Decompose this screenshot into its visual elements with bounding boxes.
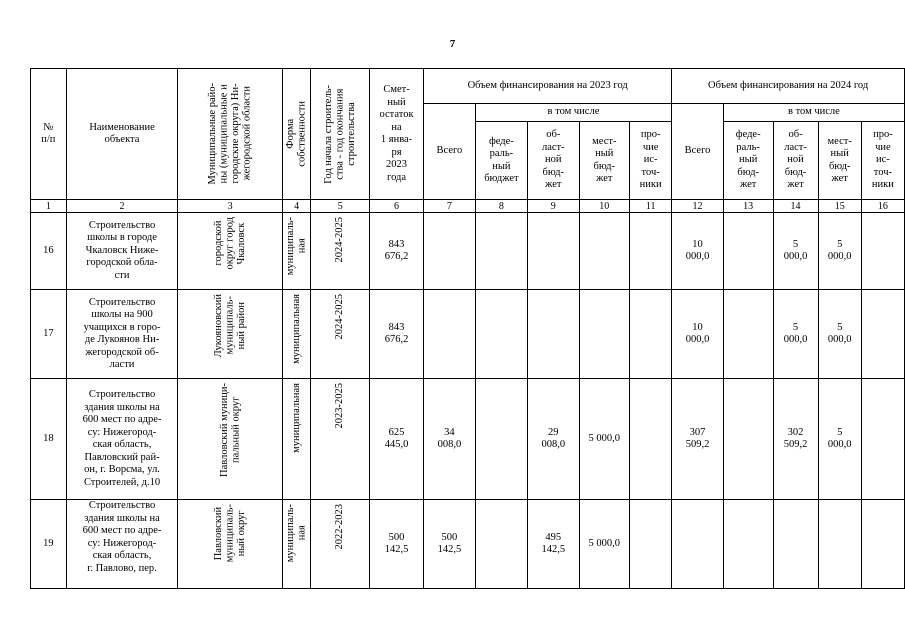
value-y2023-total	[424, 290, 476, 379]
column-number: 13	[723, 200, 773, 213]
table-row	[31, 290, 905, 379]
value-y2024-federal	[723, 290, 773, 379]
construction-period	[311, 213, 370, 290]
object-name: Строительство здания школы на 600 мест по адре- су: Нижегород- ская область, г. Павлово, пер.	[66, 500, 178, 589]
header-other-2023: про- чие ис- точ- ники	[630, 122, 672, 200]
header-name: Наименование объекта	[66, 69, 178, 200]
value-y2023-regional: 495 142,5	[528, 500, 579, 589]
construction-period-text: 2022-2023	[334, 504, 346, 550]
value-y2024-regional: 5 000,0	[773, 213, 818, 290]
value-y2023-other	[630, 290, 672, 379]
header-row	[31, 69, 905, 104]
value-y2024-other	[861, 500, 904, 589]
ownership-text: муниципальная	[290, 294, 302, 364]
construction-period	[311, 379, 370, 500]
row-number: 16	[31, 213, 67, 290]
value-y2024-local: 5 000,0	[818, 379, 861, 500]
column-number: 5	[311, 200, 370, 213]
header-federal-2023: феде- раль- ный бюджет	[475, 122, 527, 200]
municipality	[178, 379, 283, 500]
ownership	[282, 290, 311, 379]
header-num: № п/п	[31, 69, 67, 200]
header-period-text: Год начала строитель- ства - год окончания строительства	[322, 84, 357, 184]
object-name: Строительство школы в городе Чкаловск Ниже- городской обла- сти	[66, 213, 178, 290]
value-y2023-total: 500 142,5	[424, 500, 476, 589]
column-number: 8	[475, 200, 527, 213]
value-y2024-regional: 302 509,2	[773, 379, 818, 500]
column-number: 14	[773, 200, 818, 213]
value-y2024-other	[861, 213, 904, 290]
municipality-text: городской округ город Чкаловск	[212, 217, 247, 270]
value-y2023-other	[630, 500, 672, 589]
header-including-2024: в том числе	[723, 104, 904, 122]
value-y2023-regional	[528, 290, 579, 379]
value-y2023-regional: 29 008,0	[528, 379, 579, 500]
value-y2024-federal	[723, 213, 773, 290]
value-remainder: 843 676,2	[369, 290, 423, 379]
value-y2023-other	[630, 213, 672, 290]
column-number: 7	[424, 200, 476, 213]
value-y2024-federal	[723, 500, 773, 589]
column-number: 6	[369, 200, 423, 213]
header-fin-2023: Объем финансирования на 2023 год	[424, 69, 672, 104]
value-y2023-local: 5 000,0	[579, 379, 630, 500]
column-number: 2	[66, 200, 178, 213]
financing-table	[30, 68, 905, 589]
value-y2023-local	[579, 213, 630, 290]
value-y2023-federal	[475, 379, 527, 500]
value-y2023-local: 5 000,0	[579, 500, 630, 589]
value-y2023-federal	[475, 213, 527, 290]
construction-period-text: 2024-2025	[334, 294, 346, 340]
column-number: 4	[282, 200, 311, 213]
value-y2024-local: 5 000,0	[818, 290, 861, 379]
header-regional-2024: об- ласт- ной бюд- жет	[773, 122, 818, 200]
header-local-2024: мест- ный бюд- жет	[818, 122, 861, 200]
ownership	[282, 500, 311, 589]
column-number: 3	[178, 200, 283, 213]
header-ownership-text: Форма собственности	[285, 101, 308, 167]
table-row	[31, 213, 905, 290]
ownership-text: муниципаль- ная	[285, 217, 308, 276]
value-y2023-total	[424, 213, 476, 290]
header-local-2023: мест- ный бюд- жет	[579, 122, 630, 200]
value-y2023-regional	[528, 213, 579, 290]
header-municipality	[178, 69, 283, 200]
value-y2024-regional	[773, 500, 818, 589]
header-including-2023: в том числе	[475, 104, 672, 122]
column-number: 15	[818, 200, 861, 213]
column-number-row	[31, 200, 905, 213]
municipality-text: Лукояновский муниципаль- ный район	[212, 294, 247, 358]
column-number: 1	[31, 200, 67, 213]
column-number: 12	[672, 200, 724, 213]
column-number: 10	[579, 200, 630, 213]
value-y2024-total	[672, 500, 724, 589]
header-regional-2023: об- ласт- ной бюд- жет	[528, 122, 579, 200]
header-period	[311, 69, 370, 200]
header-total-2023: Всего	[424, 104, 476, 200]
header-fin-2024: Объем финансирования на 2024 год	[672, 69, 905, 104]
page-number: 7	[449, 38, 456, 50]
header-federal-2024: феде- раль- ный бюд- жет	[723, 122, 773, 200]
row-number: 18	[31, 379, 67, 500]
object-name: Строительство школы на 900 учащихся в горо- де Лукоянов Ни- жегородской об- ласти	[66, 290, 178, 379]
header-total-2024: Всего	[672, 104, 724, 200]
value-remainder: 625 445,0	[369, 379, 423, 500]
value-y2024-total: 307 509,2	[672, 379, 724, 500]
header-remainder: Смет- ный остаток на 1 янва- ря 2023 года	[369, 69, 423, 200]
row-number: 17	[31, 290, 67, 379]
construction-period	[311, 500, 370, 589]
municipality	[178, 290, 283, 379]
value-y2024-regional: 5 000,0	[773, 290, 818, 379]
municipality-text: Павловский муниципаль- ный округ	[212, 504, 247, 563]
ownership	[282, 379, 311, 500]
ownership	[282, 213, 311, 290]
value-y2024-local: 5 000,0	[818, 213, 861, 290]
value-y2024-total: 10 000,0	[672, 213, 724, 290]
table-row	[31, 500, 905, 589]
ownership-text: муниципальная	[290, 383, 302, 453]
column-number: 16	[861, 200, 904, 213]
value-y2023-local	[579, 290, 630, 379]
value-y2024-other	[861, 290, 904, 379]
object-name: Строительство здания школы на 600 мест по адре- су: Нижегород- ская область, Павловский рай- он, г. Ворсма, ул. Строителей, д.10	[66, 379, 178, 500]
value-y2024-federal	[723, 379, 773, 500]
table-row	[31, 379, 905, 500]
municipality-text: Павловский муници- пальный округ	[218, 383, 242, 477]
value-remainder: 843 676,2	[369, 213, 423, 290]
header-other-2024: про- чие ис- точ- ники	[861, 122, 904, 200]
value-y2023-federal	[475, 290, 527, 379]
construction-period-text: 2024-2025	[334, 217, 346, 263]
header-municipality-text: Муниципальные райо- ны (муниципальные и городские округа) Ни- жегородской области	[207, 83, 253, 185]
column-number: 11	[630, 200, 672, 213]
ownership-text: муниципаль- ная	[285, 504, 308, 563]
header-ownership	[282, 69, 311, 200]
value-y2024-total: 10 000,0	[672, 290, 724, 379]
value-y2024-local	[818, 500, 861, 589]
municipality	[178, 213, 283, 290]
value-remainder: 500 142,5	[369, 500, 423, 589]
construction-period	[311, 290, 370, 379]
value-y2023-other	[630, 379, 672, 500]
column-number: 9	[528, 200, 579, 213]
row-number: 19	[31, 500, 67, 589]
municipality	[178, 500, 283, 589]
value-y2024-other	[861, 379, 904, 500]
value-y2023-total: 34 008,0	[424, 379, 476, 500]
value-y2023-federal	[475, 500, 527, 589]
construction-period-text: 2023-2025	[334, 383, 346, 429]
